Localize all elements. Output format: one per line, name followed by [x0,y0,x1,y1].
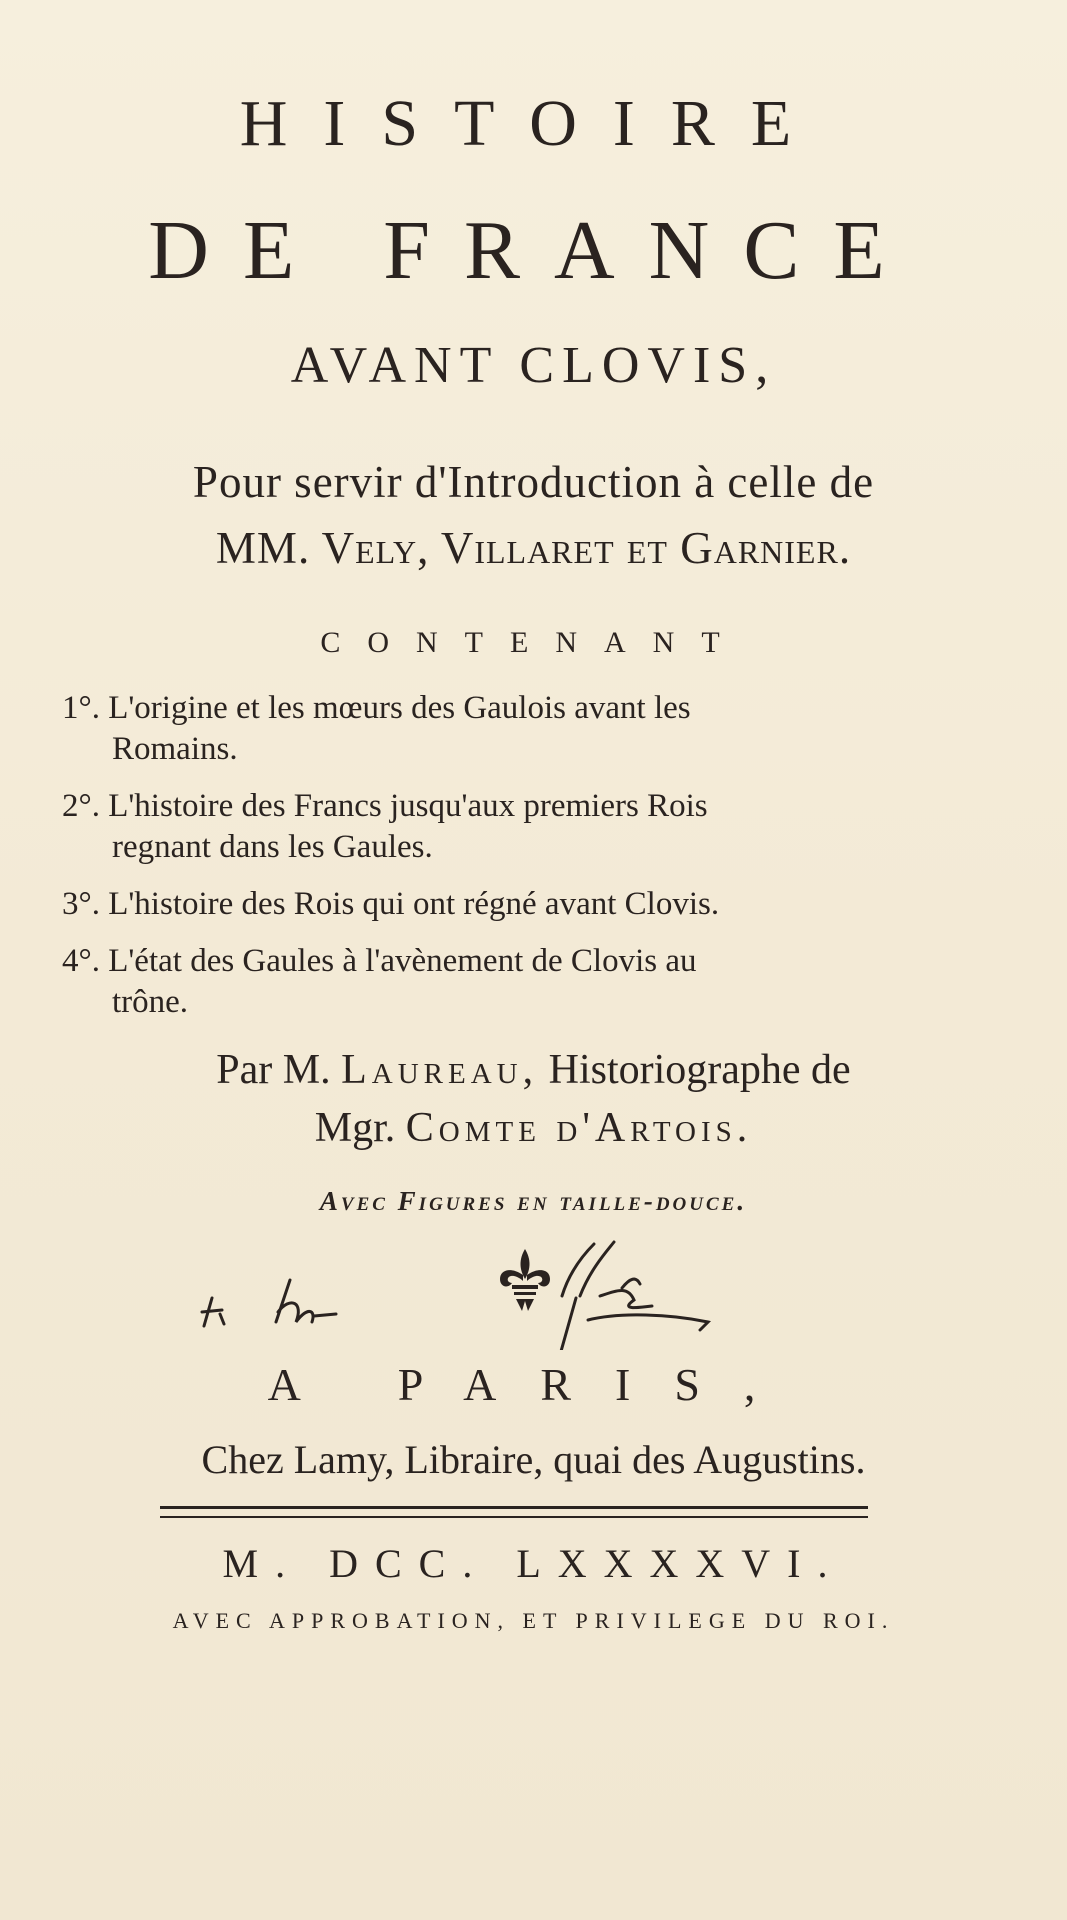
handwritten-annotation [200,1240,760,1350]
list-item [62,941,962,1023]
item-text: L'histoire des Rois qui ont régné avant Clovis. [108,886,720,922]
list-item [62,786,962,868]
publication-date: M. DCC. LXXXXVI. [222,1541,845,1586]
title-line-3: AVANT CLOVIS, [290,337,777,394]
item-continuation: regnant dans les Gaules. [112,829,433,865]
item-continuation: Romains. [112,731,238,767]
list-item [62,688,962,770]
subtitle-line-2: MM. Vely, Villaret et Garnier. [215,523,852,573]
item-continuation: trône. [112,984,189,1020]
author-par: Par M. [216,1047,331,1093]
title-line-2: DE FRANCE [148,204,919,297]
item-text: L'origine et les mœurs des Gaulois avant les [108,690,691,726]
list-item [62,884,962,925]
item-text: L'état des Gaules à l'avènement de Clovis au [108,943,697,979]
contents-list [62,688,962,1039]
author-line [0,1046,1067,1094]
approbation: AVEC APPROBATION, ET PRIVILEGE DU ROI. [172,1608,895,1633]
title-line-1: HISTOIRE [239,87,828,160]
city: A PARIS, [267,1359,800,1410]
subtitle-line-1: Pour servir d'Introduction à celle de [192,457,875,507]
item-number: 3°. [62,886,100,922]
item-number: 4°. [62,943,100,979]
item-number: 1°. [62,690,100,726]
patron-prefix: Mgr. [314,1105,396,1151]
publisher: Chez Lamy, Libraire, quai des Augustins. [201,1437,866,1482]
patron-name: Comte d'Artois. [405,1105,753,1151]
item-number: 2°. [62,788,100,824]
author-role: Historiographe de [548,1047,851,1093]
author-name: Laureau, [341,1047,539,1093]
rule-top [160,1506,868,1509]
rule-bottom [160,1516,868,1518]
contenant-heading: CONTENANT [320,626,747,659]
figures-note: Avec Figures en taille-douce. [319,1186,748,1216]
patron-line [0,1104,1067,1152]
item-text: L'histoire des Francs jusqu'aux premiers Rois [108,788,708,824]
